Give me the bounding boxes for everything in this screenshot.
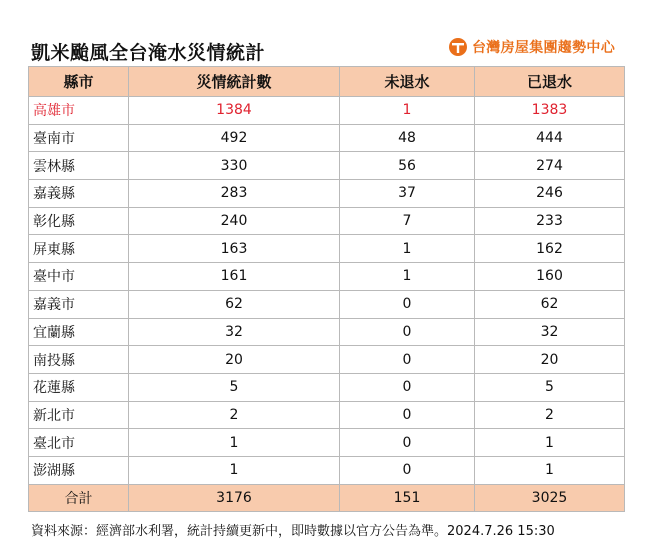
table-row	[29, 429, 625, 457]
total-cell: 161	[129, 263, 340, 291]
header-pending: 未退水	[340, 67, 475, 97]
pending-cell: 1	[340, 235, 475, 263]
city-cell: 南投縣	[29, 346, 129, 374]
pending-cell: 0	[340, 346, 475, 374]
total-cell: 1	[129, 429, 340, 457]
total-cell: 492	[129, 124, 340, 152]
logo-text: 台灣房屋集團趨勢中心	[472, 40, 615, 56]
city-cell: 臺南市	[29, 124, 129, 152]
done-cell: 32	[475, 318, 625, 346]
done-cell: 1	[475, 429, 625, 457]
table-row	[29, 152, 625, 180]
pending-cell: 0	[340, 429, 475, 457]
city-cell: 嘉義市	[29, 290, 129, 318]
done-cell: 20	[475, 346, 625, 374]
city-cell: 彰化縣	[29, 207, 129, 235]
header-city: 縣市	[29, 67, 129, 97]
total-cell: 20	[129, 346, 340, 374]
header-total: 災情統計數	[129, 67, 340, 97]
total-cell: 1	[129, 456, 340, 484]
pending-cell: 7	[340, 207, 475, 235]
pending-cell: 56	[340, 152, 475, 180]
done-cell: 160	[475, 263, 625, 291]
city-cell: 宜蘭縣	[29, 318, 129, 346]
page-title: 凱米颱風全台淹水災情統計	[31, 42, 266, 64]
table-row	[29, 207, 625, 235]
city-cell: 新北市	[29, 401, 129, 429]
total-row	[29, 484, 625, 512]
table-row	[29, 346, 625, 374]
table-row	[29, 97, 625, 125]
taiwan-realty-logo-icon	[448, 37, 468, 57]
total-cell: 32	[129, 318, 340, 346]
done-cell: 246	[475, 180, 625, 208]
pending-cell: 0	[340, 373, 475, 401]
pending-cell: 0	[340, 290, 475, 318]
header-done: 已退水	[475, 67, 625, 97]
total-cell: 283	[129, 180, 340, 208]
pending-cell: 37	[340, 180, 475, 208]
source-note: 資料來源：經濟部水利署，統計持續更新中，即時數據以官方公告為準。2024.7.26 15:30	[31, 524, 555, 539]
done-cell: 62	[475, 290, 625, 318]
total-pending: 151	[340, 484, 475, 512]
city-cell: 花蓮縣	[29, 373, 129, 401]
done-cell: 274	[475, 152, 625, 180]
table-row	[29, 124, 625, 152]
table-row	[29, 290, 625, 318]
table-row	[29, 401, 625, 429]
total-cell: 240	[129, 207, 340, 235]
total-cell: 163	[129, 235, 340, 263]
table-header-row	[29, 67, 625, 97]
city-cell: 澎湖縣	[29, 456, 129, 484]
pending-cell: 1	[340, 263, 475, 291]
done-cell: 2	[475, 401, 625, 429]
city-cell: 屏東縣	[29, 235, 129, 263]
table-row	[29, 373, 625, 401]
total-cell: 330	[129, 152, 340, 180]
pending-cell: 48	[340, 124, 475, 152]
pending-cell: 1	[340, 97, 475, 125]
city-cell: 臺北市	[29, 429, 129, 457]
table-row	[29, 456, 625, 484]
done-cell: 162	[475, 235, 625, 263]
brand-logo	[448, 37, 615, 57]
total-cell: 2	[129, 401, 340, 429]
city-cell: 嘉義縣	[29, 180, 129, 208]
pending-cell: 0	[340, 401, 475, 429]
table-row	[29, 235, 625, 263]
flood-stats-table	[28, 66, 625, 512]
total-cell: 1384	[129, 97, 340, 125]
total-count: 3176	[129, 484, 340, 512]
total-cell: 5	[129, 373, 340, 401]
done-cell: 1	[475, 456, 625, 484]
done-cell: 1383	[475, 97, 625, 125]
table-row	[29, 263, 625, 291]
table-row	[29, 318, 625, 346]
table-body	[29, 97, 625, 485]
total-cell: 62	[129, 290, 340, 318]
total-done: 3025	[475, 484, 625, 512]
city-cell: 高雄市	[29, 97, 129, 125]
city-cell: 雲林縣	[29, 152, 129, 180]
city-cell: 臺中市	[29, 263, 129, 291]
done-cell: 444	[475, 124, 625, 152]
done-cell: 233	[475, 207, 625, 235]
pending-cell: 0	[340, 456, 475, 484]
total-label: 合計	[29, 484, 129, 512]
table-row	[29, 180, 625, 208]
pending-cell: 0	[340, 318, 475, 346]
done-cell: 5	[475, 373, 625, 401]
